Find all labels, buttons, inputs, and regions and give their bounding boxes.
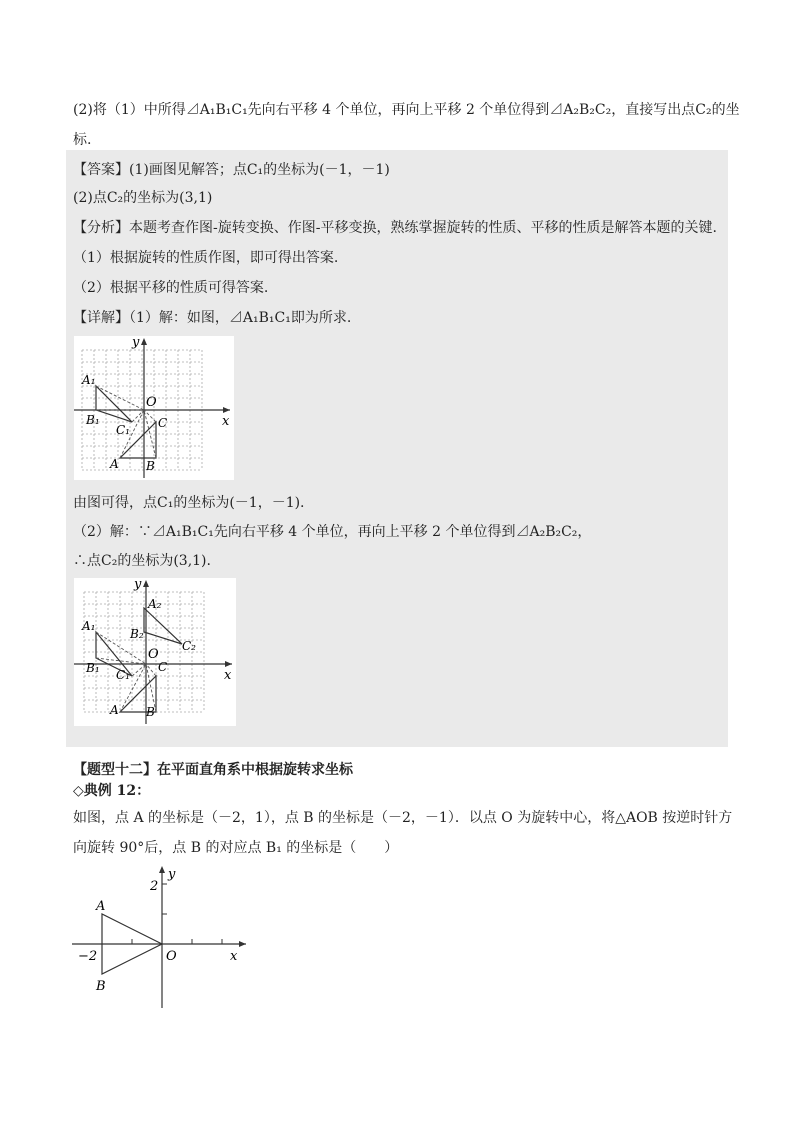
tick-x-neg2: −2 — [78, 949, 98, 964]
label-B1: B₁ — [86, 413, 100, 427]
question-line-2: 标. — [73, 132, 92, 148]
result-line-1: 由图可得，点C₁的坐标为(－1，－1). — [73, 495, 305, 511]
y-axis-label: y — [168, 867, 176, 882]
label-A1: A₁ — [82, 373, 96, 387]
label-C2: C₂ — [182, 639, 196, 653]
label-A: A — [96, 899, 106, 914]
solution-line-2: （2）解：∵⊿A₁B₁C₁先向右平移 4 个单位，再向上平移 2 个单位得到⊿A₂B₂C₂， — [73, 524, 592, 540]
label-B: B — [96, 979, 106, 994]
label-A: A — [110, 457, 119, 471]
label-C: C — [158, 660, 168, 674]
analysis-line: 【分析】本题考查作图-旋转变换、作图-平移变换，熟练掌握旋转的性质、平移的性质是解答本题的关键. — [73, 220, 717, 236]
step-2: （2）根据平移的性质可得答案. — [73, 280, 269, 296]
x-axis-label: x — [224, 668, 232, 683]
step-1: （1）根据旋转的性质作图，即可得出答案. — [73, 250, 339, 266]
figure-rotation — [74, 336, 234, 480]
x-axis-label: x — [222, 414, 230, 429]
figure-translation — [74, 578, 236, 726]
question-line-1: (2)将（1）中所得⊿A₁B₁C₁先向右平移 4 个单位，再向上平移 2 个单位得到⊿A₂B₂C₂，直接写出点C₂的坐 — [73, 102, 740, 118]
answer-line: 【答案】(1)画图见解答；点C₁的坐标为(－1，－1) — [73, 162, 390, 178]
answer-line-2: (2)点C₂的坐标为(3,1) — [73, 190, 213, 206]
origin-label: O — [148, 647, 159, 662]
x-axis-label: x — [230, 949, 238, 964]
label-A1: A₁ — [82, 619, 96, 633]
result-line-2: ∴点C₂的坐标为(3,1). — [73, 553, 211, 569]
problem-line-1: 如图，点 A 的坐标是（－2，1），点 B 的坐标是（－2，－1）．以点 O 为旋转中心，将△AOB 按逆时针方 — [73, 810, 733, 826]
y-axis-label: y — [134, 578, 142, 592]
label-A2: A₂ — [148, 597, 162, 611]
label-C1: C₁ — [116, 668, 130, 682]
label-B: B — [146, 705, 155, 719]
y-axis-label: y — [132, 336, 140, 350]
problem-line-2: 向旋转 90°后，点 B 的对应点 B₁ 的坐标是（ ） — [73, 840, 399, 856]
figure-problem — [70, 862, 250, 1012]
label-B2: B₂ — [130, 627, 144, 641]
label-B1: B₁ — [86, 661, 100, 675]
tick-y-2: 2 — [150, 879, 159, 894]
label-C: C — [158, 416, 168, 430]
label-B: B — [146, 459, 155, 473]
label-C1: C₁ — [116, 423, 130, 437]
section-heading: 【题型十二】在平面直角系中根据旋转求坐标 — [73, 762, 353, 778]
origin-label: O — [146, 395, 157, 410]
label-A: A — [110, 703, 119, 717]
example-label: ◇典例 12： — [73, 783, 151, 799]
origin-label: O — [166, 949, 177, 964]
detail-line: 【详解】（1）解：如图，⊿A₁B₁C₁即为所求. — [73, 310, 352, 326]
